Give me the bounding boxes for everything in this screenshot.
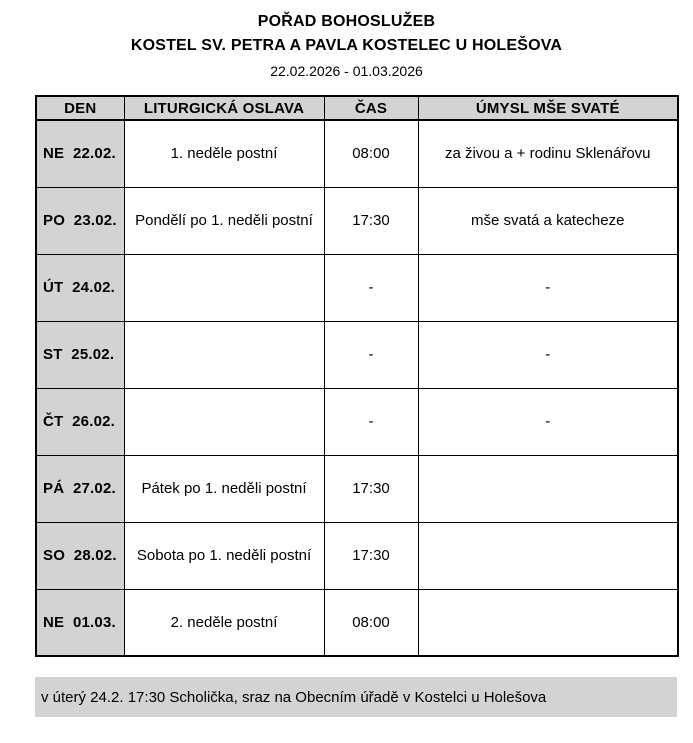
header-row <box>36 96 678 120</box>
document-header <box>0 0 693 80</box>
column-header-intention: ÚMYSL MŠE SVATÉ <box>418 96 678 120</box>
footer-note <box>35 677 677 717</box>
time-cell: 08:00 <box>324 589 418 656</box>
intention-cell: - <box>418 321 678 388</box>
time-cell: 17:30 <box>324 455 418 522</box>
day-cell: ČT 26.02. <box>36 388 124 455</box>
day-cell: SO 28.02. <box>36 522 124 589</box>
intention-cell: za živou a + rodinu Sklenářovu <box>418 120 678 187</box>
intention-cell <box>418 455 678 522</box>
intention-cell: - <box>418 388 678 455</box>
intention-cell: - <box>418 254 678 321</box>
schedule-body <box>36 120 678 656</box>
table-row <box>36 187 678 254</box>
day-cell: ÚT 24.02. <box>36 254 124 321</box>
day-cell: PÁ 27.02. <box>36 455 124 522</box>
time-cell: - <box>324 388 418 455</box>
intention-cell: mše svatá a katecheze <box>418 187 678 254</box>
day-cell: NE 01.03. <box>36 589 124 656</box>
celebration-cell: Pátek po 1. neděli postní <box>124 455 324 522</box>
table-row <box>36 388 678 455</box>
table-row <box>36 321 678 388</box>
celebration-cell: 1. neděle postní <box>124 120 324 187</box>
celebration-cell: Pondělí po 1. neděli postní <box>124 187 324 254</box>
time-cell: 08:00 <box>324 120 418 187</box>
time-cell: 17:30 <box>324 187 418 254</box>
table-row <box>36 589 678 656</box>
time-cell: - <box>324 254 418 321</box>
date-range: 22.02.2026 - 01.03.2026 <box>270 62 423 79</box>
intention-cell <box>418 589 678 656</box>
table-row <box>36 522 678 589</box>
table-row <box>36 254 678 321</box>
column-header-celebration: LITURGICKÁ OSLAVA <box>124 96 324 120</box>
celebration-cell <box>124 254 324 321</box>
column-header-time: ČAS <box>324 96 418 120</box>
intention-cell <box>418 522 678 589</box>
column-header-day: DEN <box>36 96 124 120</box>
celebration-cell <box>124 388 324 455</box>
footer-note-text: v úterý 24.2. 17:30 Scholička, sraz na Obecním úřadě v Kostelci u Holešova <box>41 688 547 706</box>
day-cell: ST 25.02. <box>36 321 124 388</box>
day-cell: PO 23.02. <box>36 187 124 254</box>
schedule-table <box>35 95 679 657</box>
day-cell: NE 22.02. <box>36 120 124 187</box>
celebration-cell: 2. neděle postní <box>124 589 324 656</box>
table-row <box>36 120 678 187</box>
church-name: KOSTEL SV. PETRA A PAVLA KOSTELEC U HOLEŠOVA <box>130 36 563 54</box>
celebration-cell: Sobota po 1. neděli postní <box>124 522 324 589</box>
time-cell: - <box>324 321 418 388</box>
time-cell: 17:30 <box>324 522 418 589</box>
page-title: POŘAD BOHOSLUŽEB <box>257 13 436 30</box>
celebration-cell <box>124 321 324 388</box>
table-row <box>36 455 678 522</box>
